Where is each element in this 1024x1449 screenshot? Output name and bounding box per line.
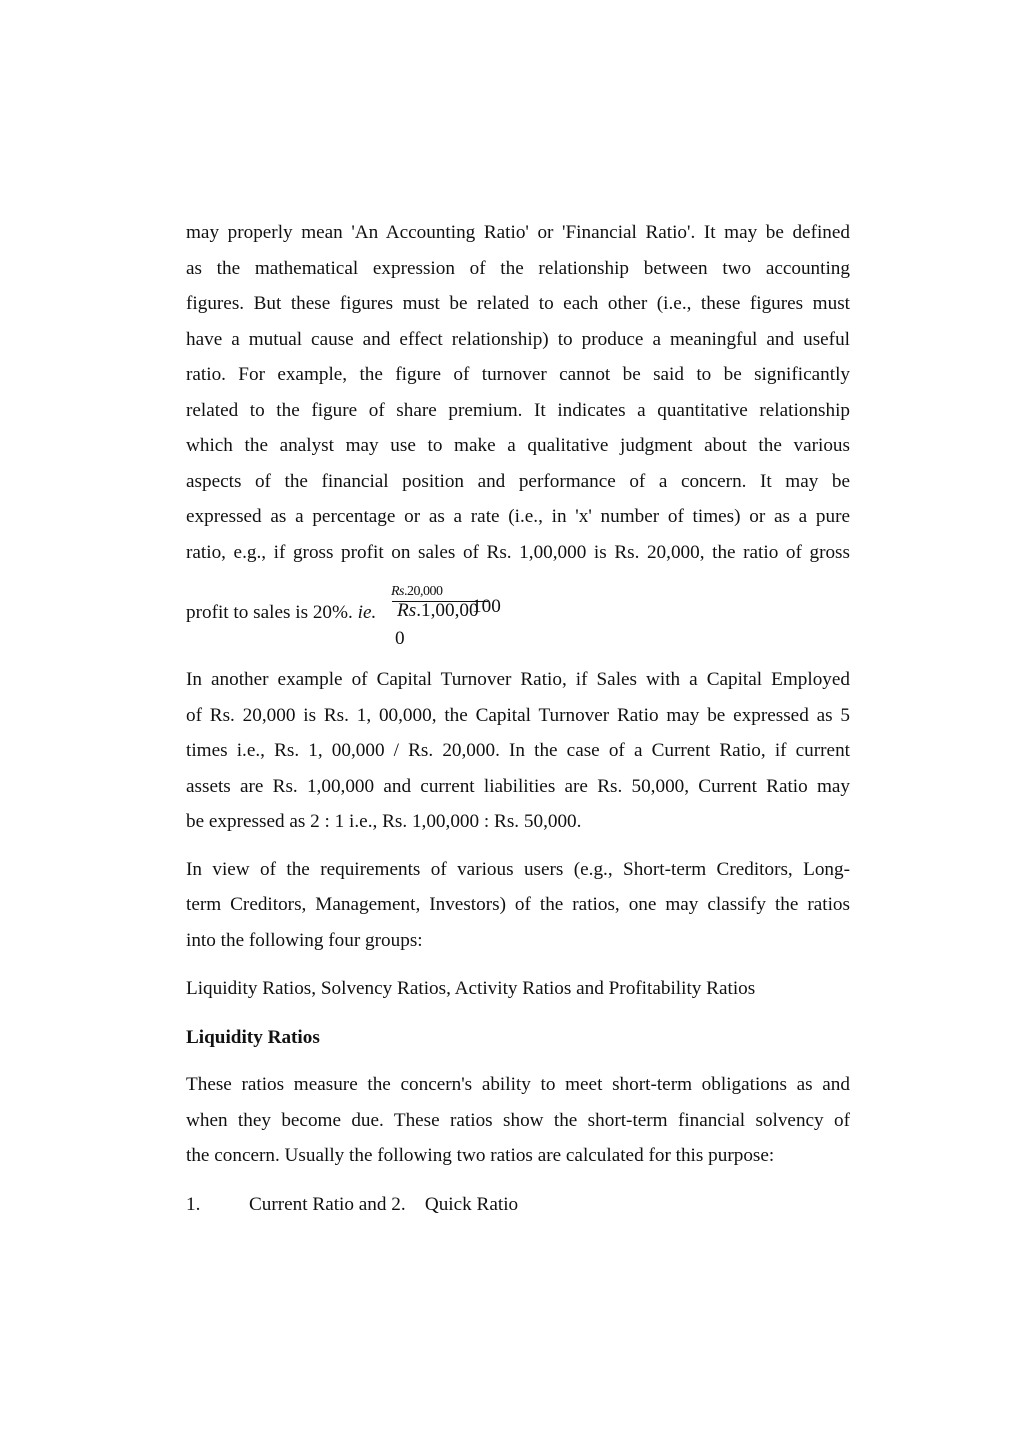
text-line: may properly mean 'An Accounting Ratio' or 'Financial Ratio'. It may be defined	[186, 222, 850, 243]
paragraph-liquidity-ratios	[186, 1067, 850, 1174]
formula-ie: ie.	[357, 602, 377, 623]
paragraph-accounting-ratio-definition	[186, 215, 850, 570]
text-line: In view of the requirements of various users (e.g., Short-term Creditors, Long-	[186, 858, 850, 880]
numerator-currency: Rs	[391, 584, 404, 599]
paragraph-ratio-group-list: Liquidity Ratios, Solvency Ratios, Activity Ratios and Profitability Ratios	[186, 978, 756, 999]
numerator-value: .20,000	[404, 584, 443, 599]
denominator-currency: Rs	[397, 600, 417, 621]
text-line: of Rs. 20,000 is Rs. 1, 00,000, the Capital Turnover Ratio may be expressed as 5	[186, 704, 850, 726]
text-line: ratio, e.g., if gross profit on sales of Rs. 1,00,000 is Rs. 20,000, the ratio of gross	[186, 541, 850, 563]
text-line: which the analyst may use to make a qualitative judgment about the various	[186, 435, 850, 456]
text-line: In another example of Capital Turnover Ratio, if Sales with a Capital Employed	[186, 669, 850, 690]
text-line: times i.e., Rs. 1, 00,000 / Rs. 20,000. In the case of a Current Ratio, if current	[186, 740, 850, 761]
denominator-wrapped-digit: 0	[395, 628, 405, 649]
fraction-denominator	[397, 600, 479, 622]
text-line: into the following four groups:	[186, 929, 423, 951]
multiplier-value: 100	[472, 596, 501, 617]
text-line: expressed as a percentage or as a rate (i.e., in 'x' number of times) or as a pure	[186, 506, 850, 527]
text-line: be expressed as 2 : 1 i.e., Rs. 1,00,000 : Rs. 50,000.	[186, 811, 582, 832]
list-item	[186, 1187, 850, 1223]
heading-liquidity-ratios: Liquidity Ratios	[186, 1026, 320, 1048]
text-line: assets are Rs. 1,00,000 and current liabilities are Rs. 50,000, Current Ratio may	[186, 775, 850, 797]
text-line: the concern. Usually the following two ratios are calculated for this purpose:	[186, 1145, 775, 1166]
gross-profit-ratio-formula	[186, 584, 850, 668]
text-line: figures. But these figures must be related to each other (i.e., these figures must	[186, 293, 850, 314]
list-item-text: Current Ratio and 2. Quick Ratio	[249, 1193, 519, 1215]
text-line: ratio. For example, the figure of turnover cannot be said to be significantly	[186, 364, 850, 385]
formula-lead-text	[186, 602, 376, 624]
formula-lead-sentence: profit to sales is 20%.	[186, 602, 353, 623]
text-line: related to the figure of share premium. It indicates a quantitative relationship	[186, 399, 850, 421]
denominator-value: .1,00,00	[416, 600, 479, 621]
document-page	[186, 215, 850, 1223]
list-item-number: 1.	[186, 1193, 201, 1215]
paragraph-ratio-groups	[186, 852, 850, 959]
text-line: as the mathematical expression of the relationship between two accounting	[186, 257, 850, 279]
fraction-numerator	[391, 584, 443, 600]
paragraph-capital-turnover-example	[186, 662, 850, 840]
text-line: have a mutual cause and effect relationship) to produce a meaningful and useful	[186, 328, 850, 350]
text-line: term Creditors, Management, Investors) of the ratios, one may classify the ratios	[186, 894, 850, 915]
text-line: aspects of the financial position and performance of a concern. It may be	[186, 470, 850, 492]
text-line: when they become due. These ratios show the short-term financial solvency of	[186, 1109, 850, 1131]
text-line: These ratios measure the concern's ability to meet short-term obligations as and	[186, 1074, 850, 1095]
